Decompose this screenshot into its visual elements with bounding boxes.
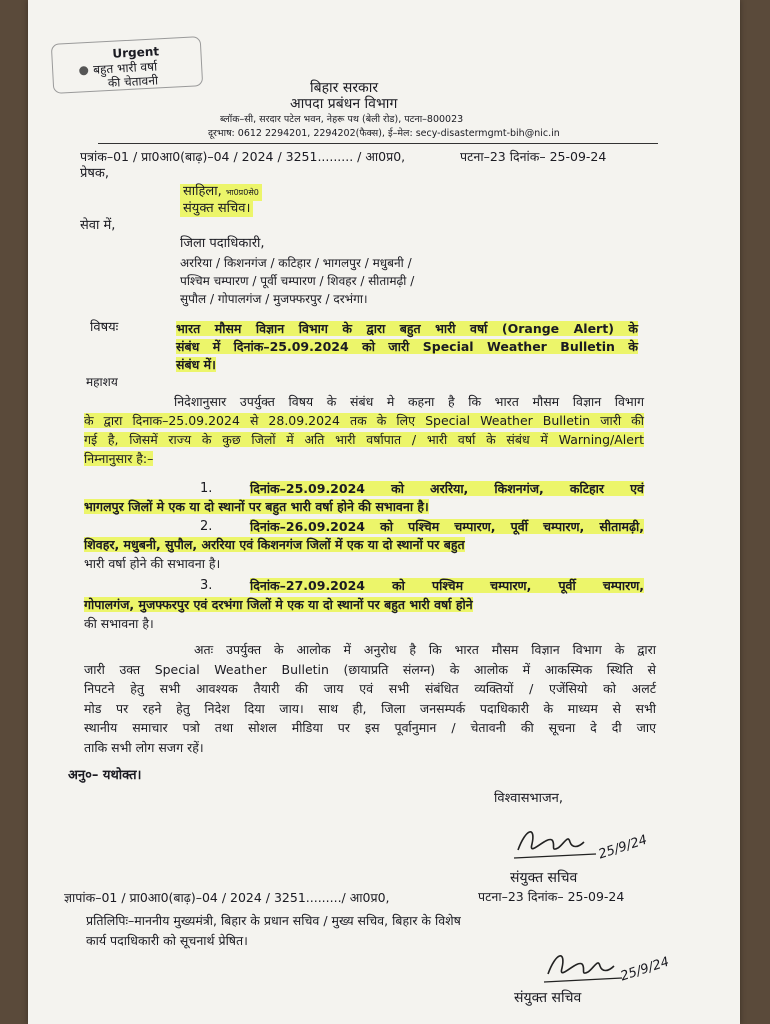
letter-number: पत्रांक–01 / प्रा0आ0(बाढ़)–04 / 2024 / 3251......... / आ0प्र0, [80, 149, 406, 164]
intro-line: निम्नानुसार है:– [84, 451, 154, 466]
urgent-stamp [51, 36, 203, 94]
point-text: दिनांक–25.09.2024 को अररिया, किशनगंज, कटिहार एवं [250, 481, 644, 496]
intro-line: निदेशानुसार उपर्युक्त विषय के संबंध मे कहना है कि भारत मौसम विज्ञान विभाग [174, 394, 644, 409]
district-line: सुपौल / गोपालगंज / मुजफ्फरपुर / दरभंगा। [180, 292, 368, 306]
point-line [84, 499, 429, 515]
closing-line: अतः उपर्युक्त के आलोक में अनुरोध है कि भारत मौसम विज्ञान विभाग के द्वारा [194, 642, 656, 657]
stamp-line-3: की चेतावनी [107, 73, 159, 91]
signatory-designation: संयुक्त सचिव [510, 870, 578, 886]
point-line [84, 537, 465, 553]
point-line: भारी वर्षा होने की सभावना है। [84, 556, 221, 571]
point-text: शिवहर, मधुबनी, सुपौल, अररिया एवं किशनगंज जिलों में एक या दो स्थानों पर बहुत [84, 537, 465, 552]
dept-contact: दूरभाष: 0612 2294201, 2294202(फैक्स), ई–मेल: secy-disastermgmt-bih@nic.in [208, 128, 560, 139]
closing-line: जारी उक्त Special Weather Bulletin (छायाप्रति संलग्न) के आलोक में आकस्मिक स्थिति से [84, 661, 656, 677]
recipient-title: जिला पदाधिकारी, [180, 236, 265, 251]
intro-paragraph [84, 392, 644, 468]
sender-service: भा0प्र0से0 [225, 188, 259, 197]
district-line: अररिया / किशनगंज / कटिहार / भागलपुर / मधुबनी / [180, 256, 412, 270]
signatory-designation: संयुक्त सचिव [514, 990, 582, 1006]
gov-name: बिहार सरकार [310, 80, 379, 96]
letterhead-rule [98, 143, 658, 144]
closing-line: मोड पर रहने हेतु निदेश दिया जाय। साथ ही, जिला जनसम्पर्क पदाधिकारी के माध्यम से सभी [84, 700, 656, 716]
stamp-urgent: Urgent [112, 44, 160, 61]
closing-line: ताकि सभी लोग सजग रहें। [84, 739, 204, 755]
copy-line: प्रतिलिपिः–माननीय मुख्यमंत्री, बिहार के प्रधान सचिव / मुख्य सचिव, बिहार के विशेष [86, 913, 461, 928]
point-line [84, 597, 473, 613]
intro-line: के द्वारा दिनाक–25.09.2024 से 28.09.2024 तक के लिए Special Weather Bulletin जारी की [84, 413, 644, 428]
subject-line: भारत मौसम विज्ञान विभाग के द्वारा बहुत भारी वर्षा (Orange Alert) के [176, 321, 638, 336]
point-number: 3. [200, 578, 213, 593]
salutation: महाशय [86, 375, 118, 389]
point-text: दिनांक–26.09.2024 को पश्चिम चम्पारण, पूर्वी चम्पारण, सीतामढ़ी, [250, 519, 644, 534]
sign-off: विश्वासभाजन, [494, 791, 564, 806]
point-number: 2. [200, 519, 213, 534]
memo-number: ज्ञापांक–01 / प्रा0आ0(बाढ़)–04 / 2024 / 3251........./ आ0प्र0, [64, 890, 390, 905]
department-name: आपदा प्रबंधन विभाग [290, 96, 398, 112]
letter-date: पटना–23 दिनांक– 25-09-24 [460, 149, 607, 164]
subject-text [176, 320, 638, 374]
signature-date: 25/9/24 [596, 832, 650, 863]
dept-address: ब्लॉक–सी, सरदार पटेल भवन, नेहरू पथ (बेली रोड), पटना–800023 [220, 114, 464, 125]
point-first-line [250, 480, 644, 497]
point-text: दिनांक–27.09.2024 को पश्चिम चम्पारण, पूर्वी चम्पारण, [250, 578, 644, 593]
closing-line: स्थानीय समाचार पत्रो तथा सोशल मीडिया पर इस पूर्वानुमान / चेतावनी की सूचना दे दी जाए [84, 720, 656, 735]
sender-name-block [180, 184, 262, 201]
sender-designation: संयुक्त सचिव। [180, 201, 253, 217]
bullet-icon [79, 66, 88, 75]
memo-date: पटना–23 दिनांक– 25-09-24 [478, 889, 625, 904]
closing-paragraph [84, 640, 656, 757]
point-text: भागलपुर जिलों मे एक या दो स्थानों पर बहुत भारी वर्षा होने की सभावना है। [84, 499, 429, 514]
sender-name: साहिला, [183, 184, 222, 199]
enclosure: अनु०– यथोक्त। [68, 768, 142, 783]
copy-line: कार्य पदाधिकारी को सूचनार्थ प्रेषित। [86, 933, 248, 948]
point-line: की सभावना है। [84, 616, 154, 631]
intro-line: गई है, जिसमें राज्य के कुछ जिलों में अति भारी वर्षापात / भारी वर्षा के संबंध में Warning/Alert [84, 432, 644, 447]
point-number: 1. [200, 481, 213, 496]
subject-line: संबंध में दिनांक–25.09.2024 को जारी Special Weather Bulletin के [176, 339, 638, 354]
closing-line: निपटने हेतु सभी आवश्यक तैयारी की जाय एवं सभी संबंधित व्यक्तियों / एजेंसियो को अलर्ट [84, 681, 656, 696]
subject-line: संबंध में। [176, 357, 216, 372]
stamp-line-2: बहुत भारी वर्षा [92, 59, 158, 77]
point-first-line [250, 577, 644, 594]
letter-page [28, 0, 740, 1024]
district-line: पश्चिम चम्पारण / पूर्वी चम्पारण / शिवहर / सीतामढ़ी / [180, 274, 415, 288]
point-first-line [250, 518, 644, 535]
signature-date: 25/9/24 [618, 954, 672, 985]
recipient-label: सेवा में, [80, 218, 116, 233]
sender-label: प्रेषक, [80, 166, 110, 181]
point-text: गोपालगंज, मुजफ्फरपुर एवं दरभंगा जिलों मे एक या दो स्थानों पर बहुत भारी वर्षा होने [84, 597, 473, 612]
subject-label: विषयः [90, 320, 119, 335]
